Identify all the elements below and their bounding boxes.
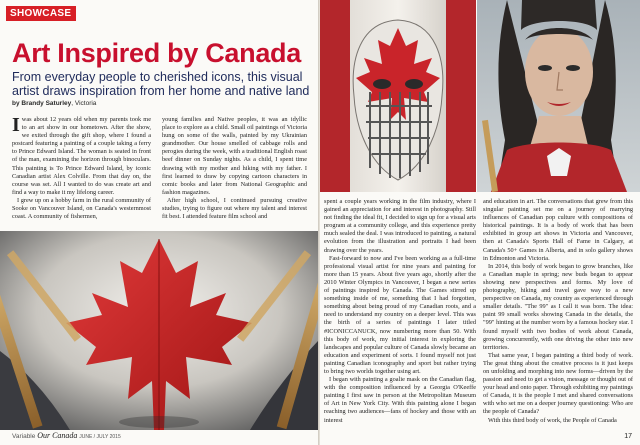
paragraph: That same year, I began painting a third body of work. The great thing about the creative process is it just keeps on unfolding and morphing into new forms—driven by the passion and need to get a vision, message or thought out of your head and onto paper. Through exhibiting my paintings of Canada, it is the people I met and shared conversations with who set me on a deeper journey questioning: Who are the people of Canada?: [483, 351, 633, 416]
maple-leaf-hockey-art: [0, 231, 318, 430]
maple-leaf-hockey-painting: [0, 231, 318, 430]
woman-portrait-art: [477, 0, 640, 192]
magazine-name: Our Canada: [37, 431, 78, 440]
left-column-1: [12, 116, 151, 221]
paragraph-text: was about 12 years old when my parents took me to an art show in our hometown. After the show, we exited through the gift shop, where I found a postcard featuring a painting of a couple taking a ferry to Prince Edward Island. The woman is seated in front of the man, examining the horizon through binoculars. This painting is To Prince Edward Island, by iconic Canadian artist Alex Colville. From that day on, the course was set. All I wanted to do was create art and find a way to make it my lifelong career.: [12, 116, 151, 196]
article-subtitle: From everyday people to cherished icons, this visual artist draws inspiration from her home and native land: [12, 70, 310, 98]
byline: [12, 100, 96, 107]
paragraph: Fast-forward to now and I've been working as a full-time professional visual artist for nine years and painting for more than 15 years. About five years ago, shortly after the 2010 Winter Olympics in Vancouver, I began a new series of paintings inspired by Canada. The Games stirred up something inside of me, something that I had forgotten, something about being proud of my Canadian roots, and a need to understand my country on a deeper level. This was the birth of a series of paintings I later titled #ICONICCANUCK, now numbering more than 50. With this body of work, my initial interest in exploring the landscapes and popular culture of Canada slowly became an education and experiment of sorts. I found myself not just painting Canadian iconography and sport but rather trying to bring two worlds together using art.: [324, 254, 476, 375]
article-title: Art Inspired by Canada: [12, 38, 301, 68]
byline-author: by Brandy Saturley: [12, 100, 72, 107]
right-footer: [624, 433, 632, 440]
paragraph: I grew up on a hobby farm in the rural community of Sooke on Vancouver Island, on Canada's westernmost coast. A community of fishermen,: [12, 196, 151, 221]
right-column-2: [483, 198, 633, 425]
paragraph: young families and Native peoples, it was an idyllic place to explore as a child. Small oil paintings of Victoria hung on some of the walls, painted by my Ukrainian grandmother. Our house smelled of cabbage rolls and perogies during the week, with a traditional English roast beef dinner on Sunday nights. As a child, I spent time drawing with my mother and hiking with my father. I first learned to draw by copying cartoon characters in comic books and later from National Geographic and fashion magazines.: [162, 116, 307, 196]
byline-location: , Victoria: [71, 100, 97, 107]
goalie-mask-painting: [320, 0, 476, 192]
goalie-mask-art: [320, 0, 476, 192]
section-tag: SHOWCASE: [6, 6, 76, 21]
paragraph: [12, 116, 151, 197]
paragraph: spent a couple years working in the film industry, where I gained an appreciation for and interest in photography. Still not finding the ideal fit, I decided to sign up for a visual arts program at a community college, and this experience pretty much sealed the deal. I was introduced to painting, a natural evolution from the illustration and portraits I had been drawing over the years.: [324, 198, 476, 254]
right-page: [320, 0, 640, 445]
paragraph: and education in art. The conversations that grew from this singular painting set me on a journey of marrying influences of Canadian pop culture with compositions of historical paintings. It is a body of work that has been exhibited in group art shows in Victoria and Vancouver, then at Canada's Sports Hall of Fame in Calgary, at Canada's 50+ Games in Alberta, and in solo gallery shows in Edmonton and Victoria.: [483, 198, 633, 262]
paragraph: In 2014, this body of work began to grow branches, like a Canadian maple in spring; new buds began to appear showing new perspectives and forms. My love of photography, hiking and travel gave way to a new perspective on Canada, my country as experienced through smaller details. "The 99" as I call it was born. The idea: paint 99 small works showing Canada in the details, the "99" hinting at the number worn by a famous hockey star. I found myself with two bodies of work about Canada, growing concurrently, with one driving the other into new territories.: [483, 262, 633, 351]
left-column-2: [162, 116, 307, 221]
paragraph: After high school, I continued pursuing creative studies, trying to figure out where my talent and interest fit best. I attended feature film school and: [162, 196, 307, 221]
drop-cap: I: [12, 114, 20, 136]
page-number: 17: [624, 433, 632, 440]
paragraph: With this third body of work, the People of Canada: [488, 416, 617, 424]
issue-date: JUNE / JULY 2015: [79, 434, 121, 440]
right-column-1: [324, 198, 476, 425]
left-page: [0, 0, 319, 445]
left-footer: [12, 431, 121, 440]
paragraph: I began with painting a goalie mask on the Canadian flag, with the composition influenced by a Georgia O'Keeffe painting I first saw in person at the Metropolitan Museum of Art in New York City. With this painting alone I began reaching two audiences—fans of hockey and those with an interest: [324, 376, 476, 424]
footer-variable: Variable: [12, 433, 36, 440]
woman-portrait-painting: [477, 0, 640, 192]
